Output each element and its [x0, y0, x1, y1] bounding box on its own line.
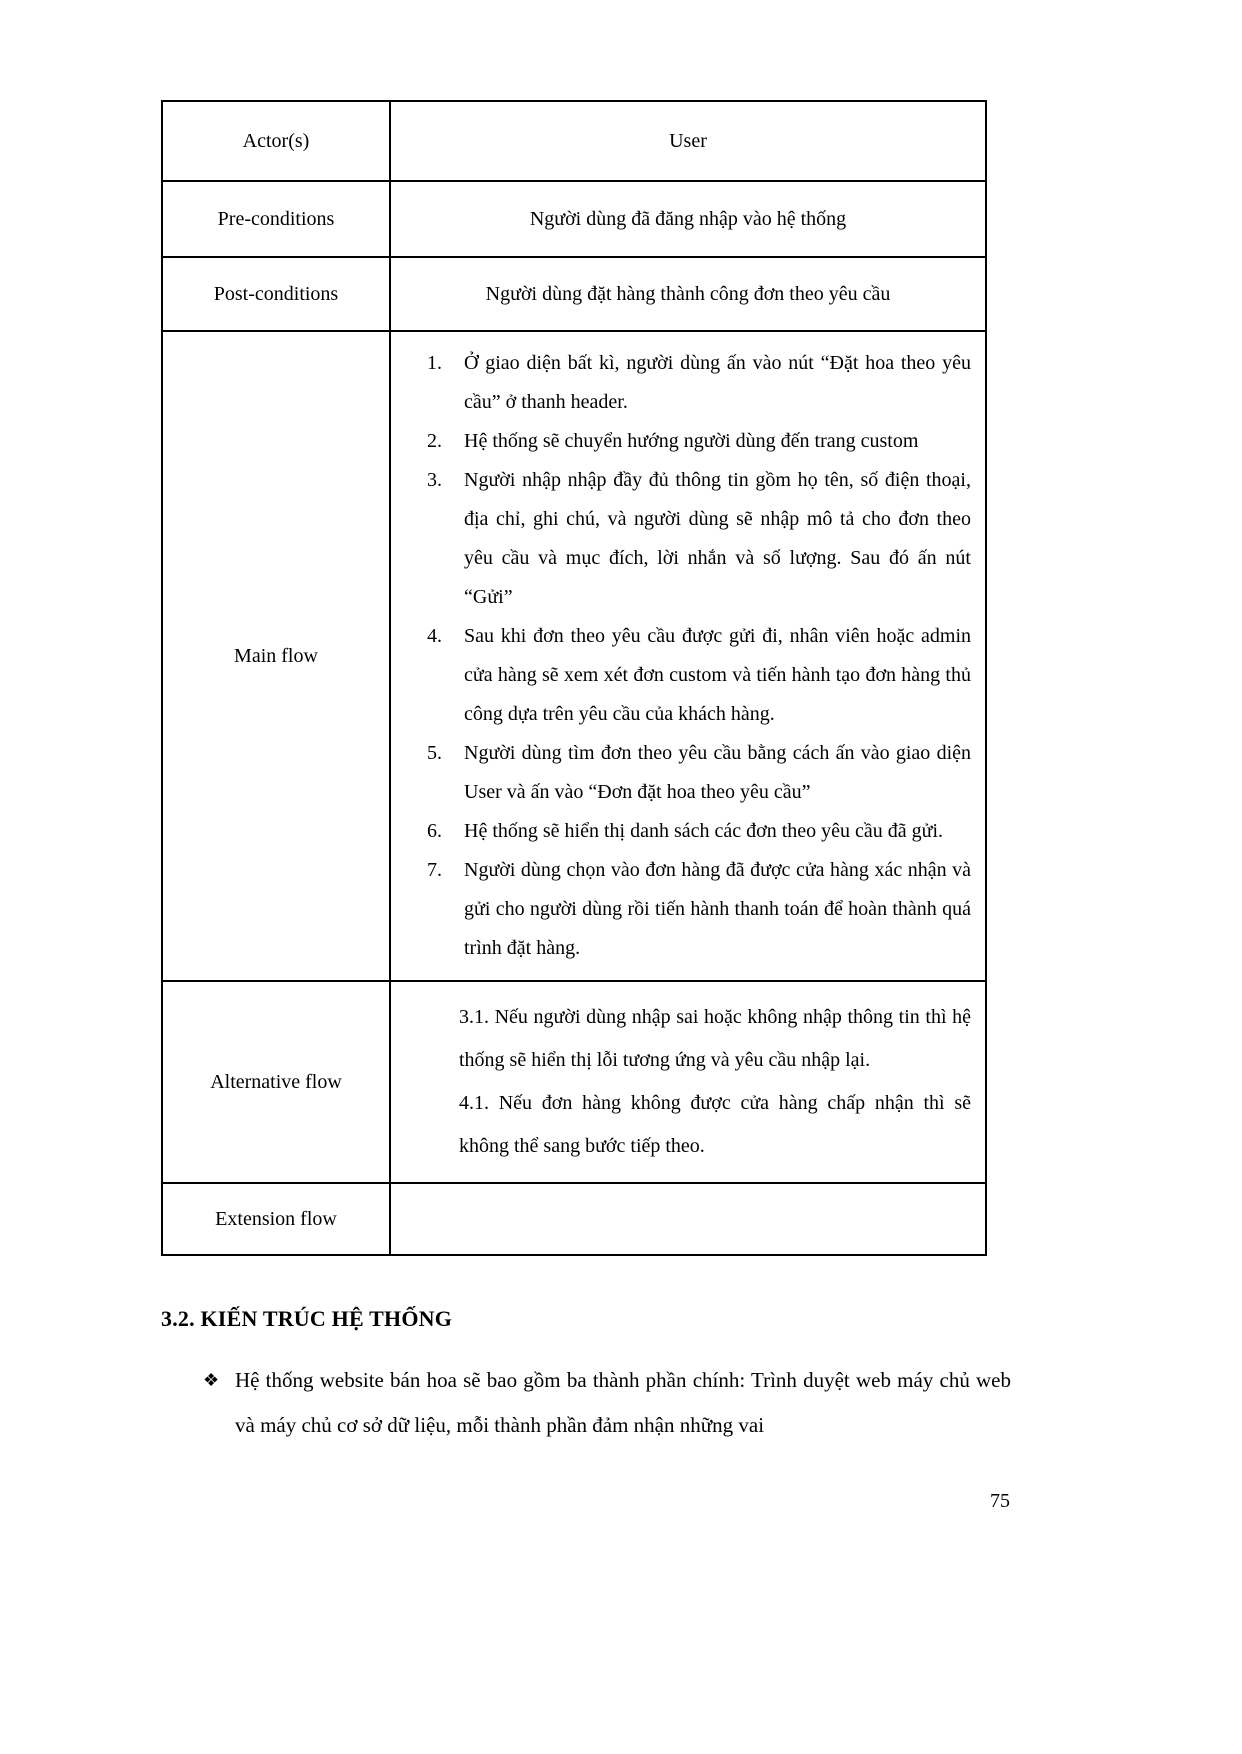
main-flow-item-6	[427, 812, 971, 851]
table-row-actors	[162, 101, 986, 181]
paragraph-text: Hệ thống website bán hoa sẽ bao gồm ba thành phần chính: Trình duyệt web máy chủ web và máy chủ cơ sở dữ liệu, mỗi thành phần đảm nhận những vai	[235, 1368, 1011, 1438]
flow-item-number: 4.	[427, 625, 442, 647]
table-row-preconditions	[162, 181, 986, 257]
row-value-actors: User	[390, 101, 986, 181]
flow-item-number: 7.	[427, 859, 442, 881]
flow-item-number: 3.	[427, 469, 442, 491]
flow-item-number: 5.	[427, 742, 442, 764]
table-row-extension-flow	[162, 1183, 986, 1255]
row-label-preconditions: Pre-conditions	[162, 181, 390, 257]
row-label-extension-flow: Extension flow	[162, 1183, 390, 1255]
row-value-extension-flow	[390, 1183, 986, 1255]
row-label-actors: Actor(s)	[162, 101, 390, 181]
page-content	[161, 100, 1011, 1448]
alternative-flow-paragraph-1: 3.1. Nếu người dùng nhập sai hoặc không nhập thông tin thì hệ thống sẽ hiển thị lỗi tương ứng và yêu cầu nhập lại.	[459, 1006, 971, 1071]
flow-item-number: 2.	[427, 430, 442, 452]
use-case-table	[161, 100, 987, 1256]
table-row-postconditions	[162, 257, 986, 331]
diamond-bullet-icon: ❖	[203, 1370, 220, 1390]
main-flow-item-5	[427, 734, 971, 812]
row-label-alternative-flow: Alternative flow	[162, 981, 390, 1183]
flow-item-text: Người nhập nhập đầy đủ thông tin gồm họ tên, số điện thoại, địa chỉ, ghi chú, và người dùng sẽ nhập mô tả cho đơn theo yêu cầu và mục đích, lời nhắn và số lượng. Sau đó ấn nút “Gửi”	[464, 469, 971, 608]
flow-item-text: Hệ thống sẽ chuyển hướng người dùng đến trang custom	[464, 430, 919, 452]
main-flow-list	[427, 344, 971, 968]
row-value-preconditions: Người dùng đã đăng nhập vào hệ thống	[390, 181, 986, 257]
row-value-postconditions: Người dùng đặt hàng thành công đơn theo yêu cầu	[390, 257, 986, 331]
row-label-postconditions: Post-conditions	[162, 257, 390, 331]
page-number: 75	[990, 1490, 1010, 1512]
main-flow-item-4	[427, 617, 971, 734]
row-value-main-flow	[390, 331, 986, 981]
main-flow-item-1	[427, 344, 971, 422]
row-value-alternative-flow	[390, 981, 986, 1183]
main-flow-item-2	[427, 422, 971, 461]
flow-item-number: 6.	[427, 820, 442, 842]
main-flow-item-7	[427, 851, 971, 968]
section-heading: 3.2. KIẾN TRÚC HỆ THỐNG	[161, 1306, 453, 1331]
table-row-alternative-flow	[162, 981, 986, 1183]
flow-item-number: 1.	[427, 352, 442, 374]
flow-item-text: Sau khi đơn theo yêu cầu được gửi đi, nhân viên hoặc admin cửa hàng sẽ xem xét đơn custom và tiến hành tạo đơn hàng thủ công dựa trên yêu cầu của khách hàng.	[464, 625, 971, 725]
row-label-main-flow: Main flow	[162, 331, 390, 981]
main-flow-item-3	[427, 461, 971, 617]
flow-item-text: Ở giao diện bất kì, người dùng ấn vào nút “Đặt hoa theo yêu cầu” ở thanh header.	[464, 352, 971, 413]
alternative-flow-paragraph-2: 4.1. Nếu đơn hàng không được cửa hàng chấp nhận thì sẽ không thể sang bước tiếp theo.	[459, 1092, 971, 1157]
flow-item-text: Người dùng tìm đơn theo yêu cầu bằng cách ấn vào giao diện User và ấn vào “Đơn đặt hoa theo yêu cầu”	[464, 742, 971, 803]
flow-item-text: Hệ thống sẽ hiển thị danh sách các đơn theo yêu cầu đã gửi.	[464, 820, 944, 842]
bullet-paragraph	[161, 1358, 1011, 1448]
flow-item-text: Người dùng chọn vào đơn hàng đã được cửa hàng xác nhận và gửi cho người dùng rồi tiến hành thanh toán để hoàn thành quá trình đặt hàng.	[464, 859, 971, 959]
table-row-main-flow	[162, 331, 986, 981]
